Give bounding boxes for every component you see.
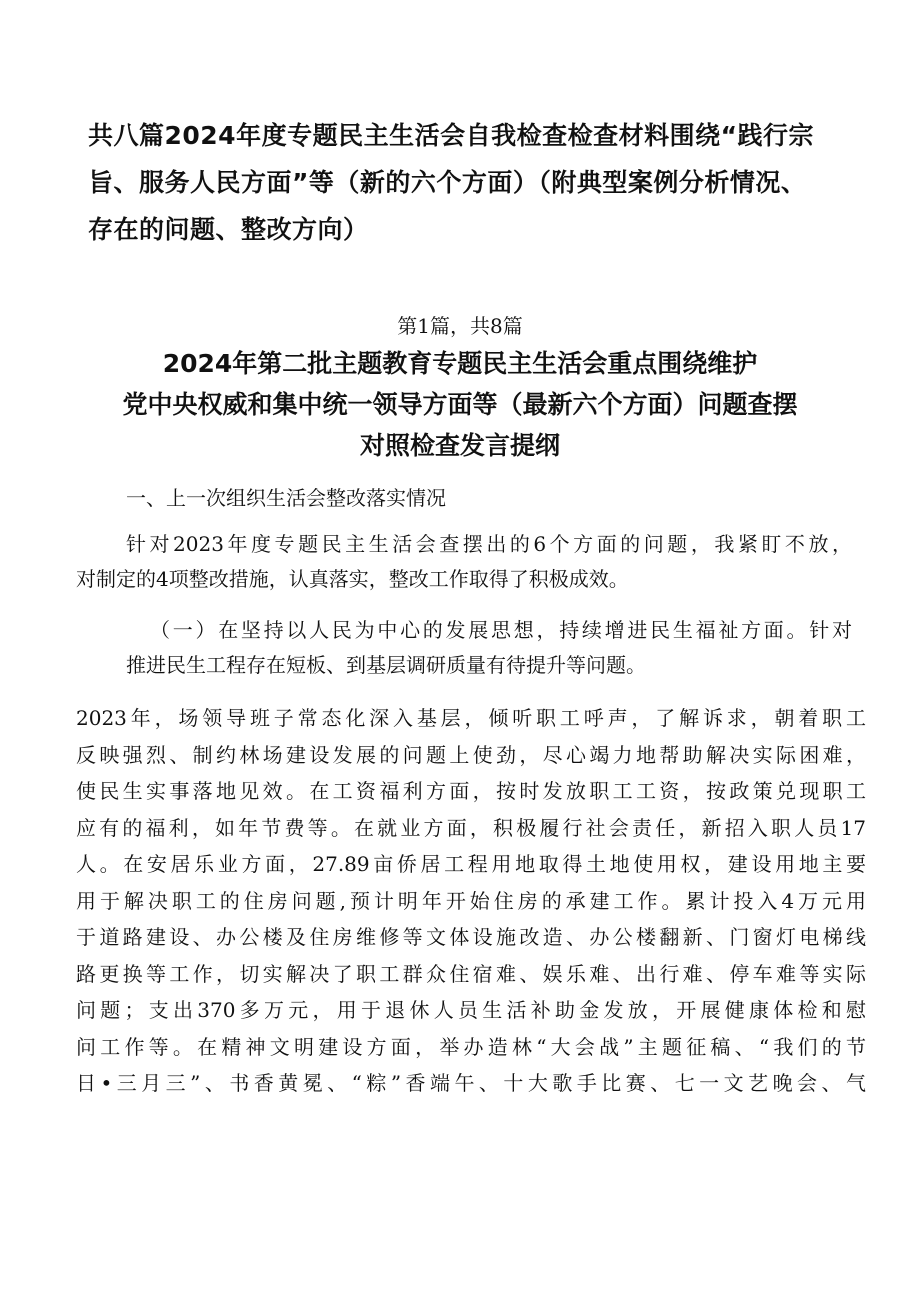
section-heading: 一、上一次组织生活会整改落实情况 xyxy=(126,486,446,510)
paragraph-line: 使民生实事落地见效。在工资福利方面，按时发放职工工资，按政策兑现职工 xyxy=(76,779,866,803)
paragraph-line: 应有的福利，如年节费等。在就业方面，积极履行社会责任，新招入职人员17 xyxy=(76,815,866,840)
article-title-line: 党中央权威和集中统一领导方面等（最新六个方面）问题查摆 xyxy=(122,390,798,419)
paragraph-line: （一）在坚持以人民为中心的发展思想，持续增进民生福祉方面。针对 xyxy=(150,618,852,642)
article-title-line: 2024年第二批主题教育专题民主生活会重点围绕维护 xyxy=(162,349,758,378)
paragraph-line: 路更换等工作，切实解决了职工群众住宿难、娱乐难、出行难、停车难等实际 xyxy=(76,961,866,986)
main-title-line: 旨、服务人民方面”等（新的六个方面）（附典型案例分析情况、 xyxy=(88,168,807,197)
paragraph-rectification-summary xyxy=(76,527,852,597)
paragraph-line: 针对2023年度专题民主生活会查摆出的6个方面的问题，我紧盯不放， xyxy=(126,532,852,556)
paragraph-line: 2023年，场领导班子常态化深入基层，倾听职工呼声，了解诉求，朝着职工 xyxy=(76,706,866,730)
main-title-line: 存在的问题、整改方向） xyxy=(88,215,369,244)
paragraph-line: 用于解决职工的住房问题,预计明年开始住房的承建工作。累计投入4万元用 xyxy=(76,888,866,913)
paragraph-line: 于道路建设、办公楼及住房维修等文体设施改造、办公楼翻新、门窗灯电梯线 xyxy=(76,925,866,949)
article-count-subtitle: 第1篇，共8篇 xyxy=(397,314,523,338)
paragraph-line: 反映强烈、制约林场建设发展的问题上使劲，尽心竭力地帮助解决实际困难， xyxy=(76,742,866,767)
paragraph-line: 人。在安居乐业方面，27.89亩侨居工程用地取得土地使用权，建设用地主要 xyxy=(76,852,866,876)
document-main-title xyxy=(88,112,868,253)
paragraph-subsection-one xyxy=(76,613,852,683)
paragraph-line: 对制定的4项整改措施，认真落实，整改工作取得了积极成效。 xyxy=(76,567,629,591)
paragraph-livelihood-measures xyxy=(76,700,866,1102)
paragraph-line: 问工作等。在精神文明建设方面，举办造林“大会战”主题征稿、“我们的节 xyxy=(76,1034,866,1059)
paragraph-line: 问题；支出370多万元，用于退休人员生活补助金发放，开展健康体检和慰 xyxy=(76,998,866,1022)
article-title-line: 对照检查发言提纲 xyxy=(359,431,560,460)
main-title-line: 共八篇2024年度专题民主生活会自我检查检查材料围绕“践行宗 xyxy=(88,121,815,150)
paragraph-line: 日•三月三”、书香黄冕、“粽”香端午、十大歌手比赛、七一文艺晚会、气 xyxy=(76,1071,866,1095)
paragraph-line: 推进民生工程存在短板、到基层调研质量有待提升等问题。 xyxy=(126,653,646,677)
article-title xyxy=(100,343,820,466)
